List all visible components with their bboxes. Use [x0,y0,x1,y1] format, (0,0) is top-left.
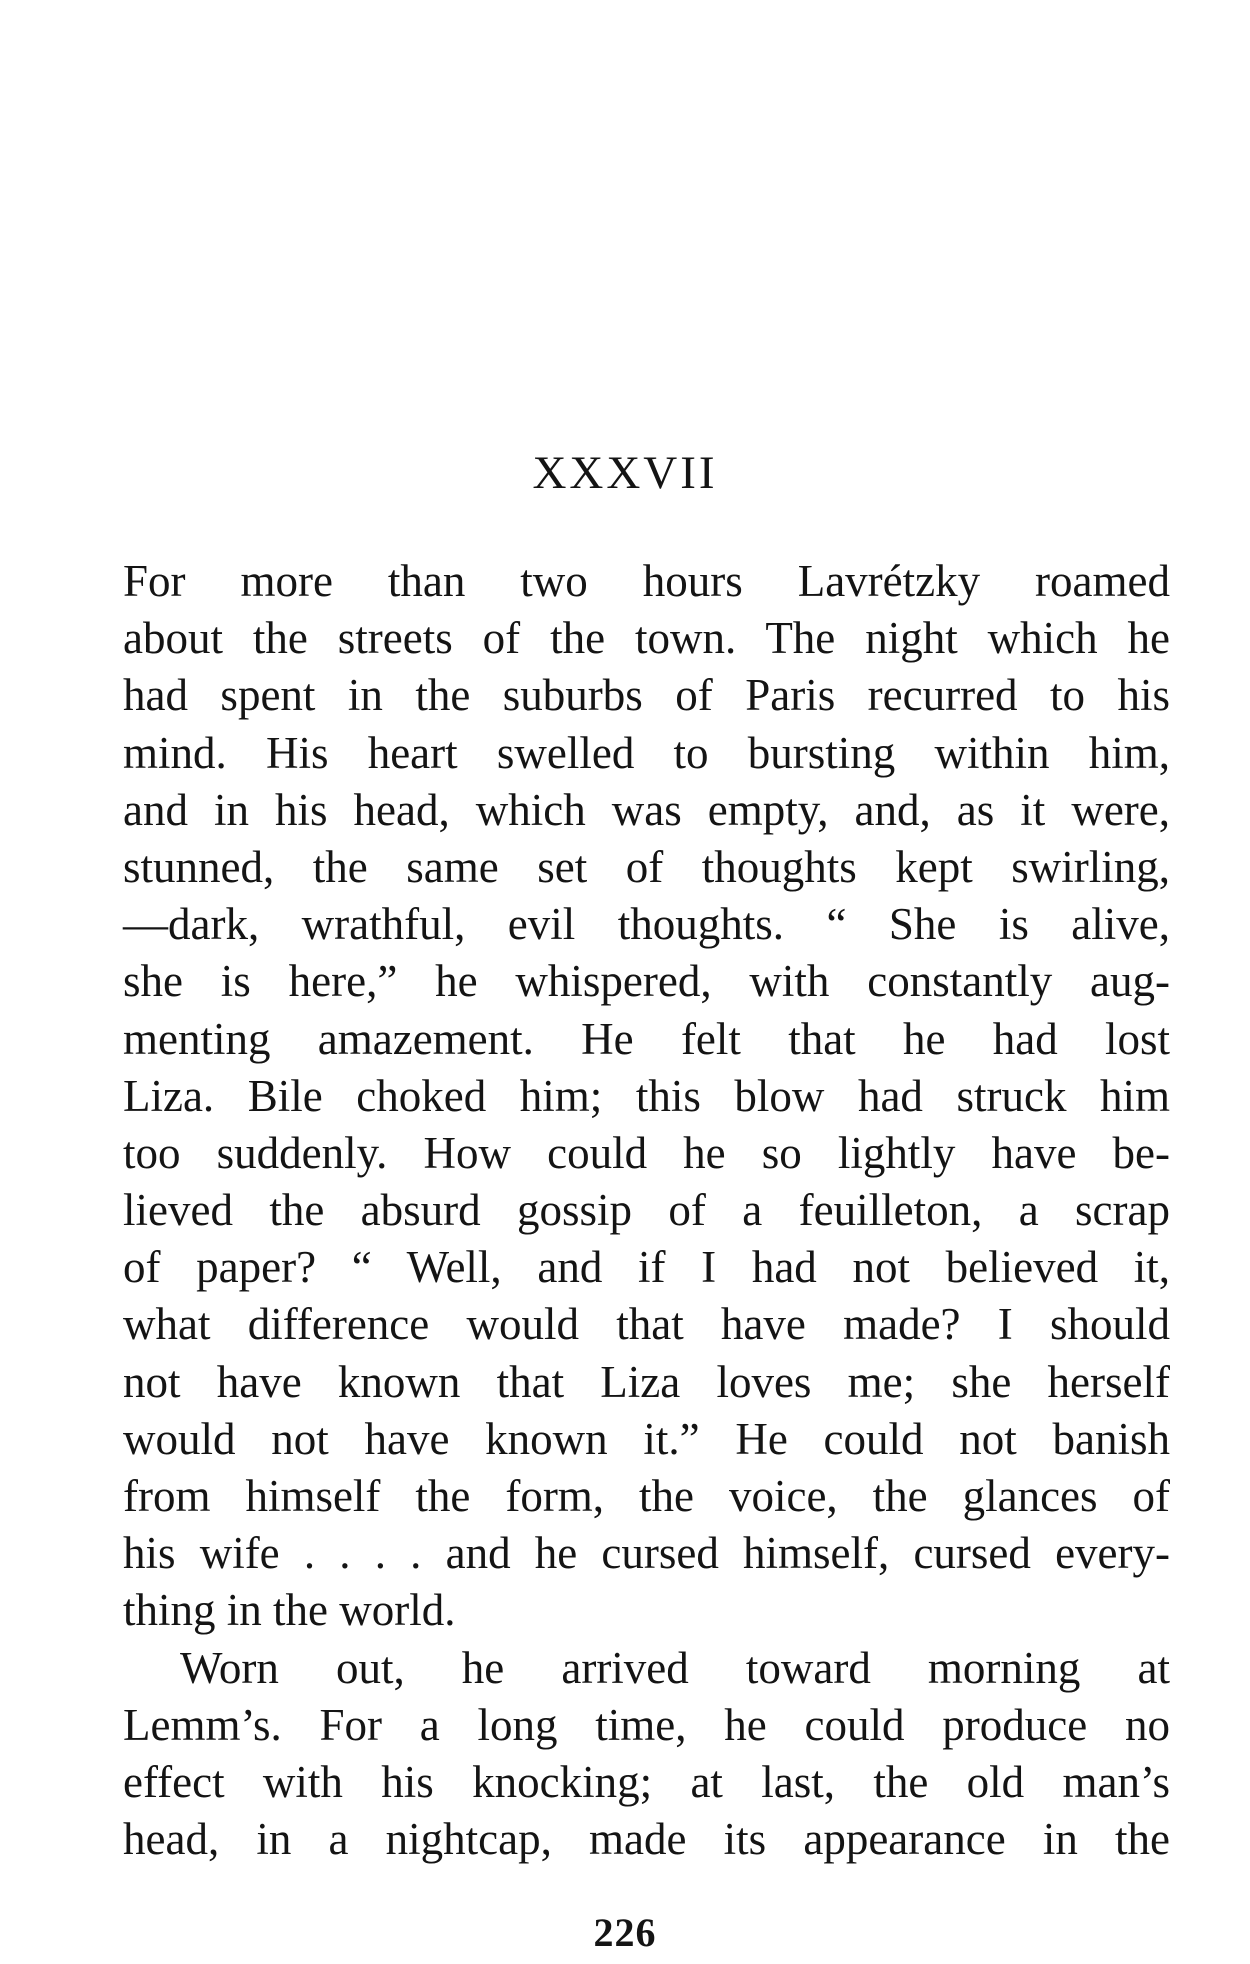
chapter-heading: XXXVII [532,447,718,499]
text-line: lieved the absurd gossip of a feuilleton, a scrap [123,1185,1170,1236]
text-line: she is here,” he whispered, with constantly aug- [123,956,1170,1007]
text-line: too suddenly. How could he so lightly have be- [123,1127,1170,1178]
text-line: Lemm’s. For a long time, he could produce no [123,1699,1170,1750]
text-line: what difference would that have made? I should [123,1299,1170,1350]
text-line: effect with his knocking; at last, the old man’s [123,1756,1170,1807]
text-line: head, in a nightcap, made its appearance in the [123,1814,1170,1865]
text-line: Worn out, he arrived toward morning at [180,1642,1170,1693]
text-line: Liza. Bile choked him; this blow had struck him [123,1070,1170,1121]
text-line: would not have known it.” He could not banish [123,1413,1170,1464]
text-line: For more than two hours Lavrétzky roamed [123,556,1170,606]
text-line: had spent in the suburbs of Paris recurred to his [123,670,1170,721]
text-line: of paper? “ Well, and if I had not believed it, [123,1242,1170,1293]
text-line: —dark, wrathful, evil thoughts. “ She is alive, [123,899,1170,950]
text-line: about the streets of the town. The night which he [123,613,1170,664]
text-line: stunned, the same set of thoughts kept swirling, [123,841,1170,892]
paragraph-1 [123,553,1170,1640]
text-line: his wife . . . . and he cursed himself, cursed every- [123,1528,1170,1579]
text-line: thing in the world. [123,1585,456,1636]
page-number: 226 [593,1910,657,1955]
text-line: menting amazement. He felt that he had lost [123,1013,1170,1064]
text-line: mind. His heart swelled to bursting within him, [123,727,1170,778]
paragraph-2 [123,1640,1170,1869]
body-text [123,553,1170,1868]
text-line: and in his head, which was empty, and, as it were, [123,784,1170,835]
text-line: from himself the form, the voice, the glances of [123,1471,1170,1521]
text-line: not have known that Liza loves me; she herself [123,1356,1170,1407]
